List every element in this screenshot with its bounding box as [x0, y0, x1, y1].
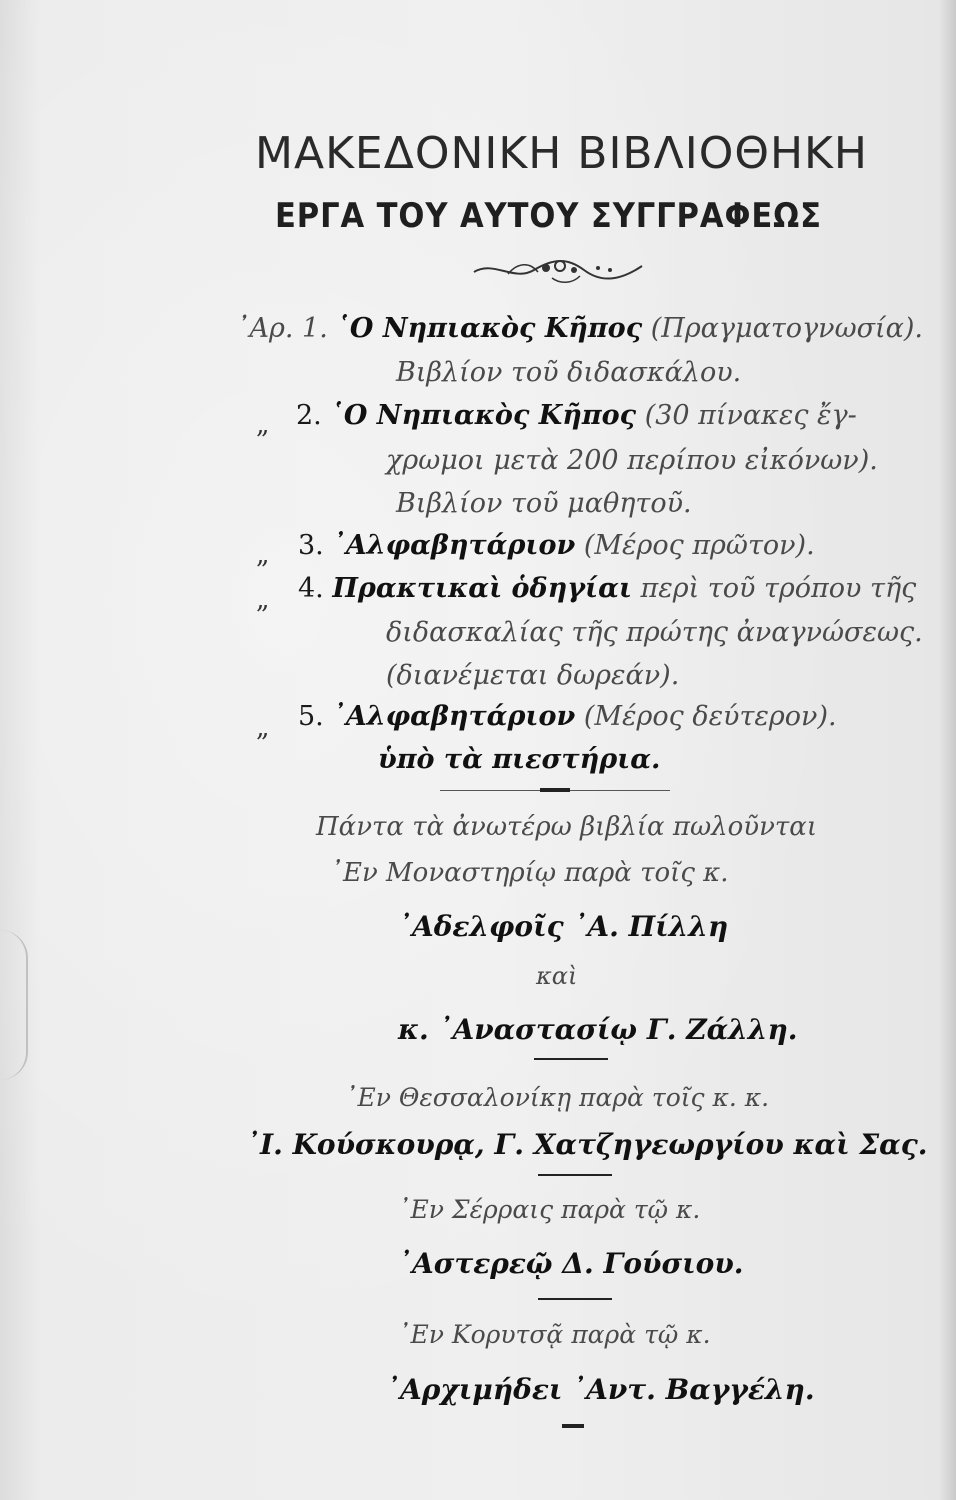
item-3-title: ᾿Αλφαβητάριον: [332, 530, 576, 561]
item-2-number: 2.: [296, 400, 322, 431]
thessaloniki-seller: ᾿Ι. Κούσκουρᾳ, Γ. Χατζηγεωργίου καὶ Σας.: [246, 1128, 928, 1161]
serres-seller: ᾿Αστερεῷ Δ. Γούσιου.: [398, 1247, 744, 1280]
item-1-description: (Πραγματογνωσία).: [650, 313, 923, 344]
item-1-title: ῾Ο Νηπιακὸς Κῆπος: [336, 313, 643, 344]
end-mark: [562, 1424, 584, 1428]
item-4-number: 4.: [298, 573, 324, 604]
work-item-5: [298, 701, 837, 732]
item-1-line-2: Βιβλίον τοῦ διδασκάλου.: [396, 357, 742, 388]
item-2-title: ῾Ο Νηπιακὸς Κῆπος: [330, 400, 637, 431]
item-2-line-3: Βιβλίον τοῦ μαθητοῦ.: [396, 488, 692, 519]
item-5-number: 5.: [298, 701, 324, 732]
korytsa-seller: ᾿Αρχιμήδει ᾿Αντ. Βαγγέλη.: [386, 1373, 815, 1406]
item-2-line-2: χρωμοι μετὰ 200 περίπου εἰκόνων).: [386, 445, 878, 476]
item-3-number: 3.: [298, 530, 324, 561]
item-4-title: Πρακτικαὶ ὁδηγίαι: [332, 573, 632, 604]
binding-edge: [0, 930, 28, 1080]
monastir-seller-2: κ. ᾿Αναστασίῳ Γ. Ζάλλη.: [398, 1013, 798, 1046]
series-title: ΜΑΚΕΔΟΝΙΚΗ ΒΙΒΛΙΟΘΗΚΗ: [255, 128, 868, 179]
ditto-mark: „: [256, 410, 270, 440]
serres-intro: ᾿Εν Σέρραις παρὰ τῷ κ.: [398, 1195, 701, 1224]
divider-mark: [540, 788, 570, 792]
item-5-description: (Μέρος δεύτερον).: [583, 701, 837, 732]
item-1-number: ᾿Αρ. 1.: [236, 313, 328, 344]
item-3-description: (Μέρος πρῶτον).: [583, 530, 815, 561]
monastir-intro: ᾿Εν Μοναστηρίῳ παρὰ τοῖς κ.: [330, 858, 729, 888]
item-5-title: ᾿Αλφαβητάριον: [332, 701, 576, 732]
work-item-2: [296, 400, 857, 431]
item-2-description: (30 πίνακες ἔγ-: [644, 400, 857, 431]
item-5-line-2: ὑπὸ τὰ πιεστήρια.: [378, 744, 661, 775]
page-edge-shadow: [938, 0, 956, 1500]
sales-intro: Πάντα τὰ ἀνωτέρω βιβλία πωλοῦνται: [316, 812, 818, 842]
item-4-line-2: διδασκαλίας τῆς πρώτης ἀναγνώσεως.: [386, 617, 923, 648]
monastir-and: καὶ: [536, 962, 578, 990]
divider: [538, 1298, 612, 1300]
section-heading: ΕΡΓΑ ΤΟΥ ΑΥΤΟΥ ΣΥΓΓΡΑΦΕΩΣ: [275, 196, 822, 236]
work-item-4: [298, 573, 916, 604]
monastir-seller-1: ᾿Αδελφοῖς ᾿Α. Πίλλη: [398, 910, 729, 943]
thessaloniki-intro: ᾿Εν Θεσσαλονίκῃ παρὰ τοῖς κ. κ.: [345, 1083, 770, 1112]
ornament-flourish-icon: [468, 252, 648, 286]
ditto-mark: „: [256, 585, 270, 615]
divider: [534, 1058, 608, 1060]
item-4-description: περὶ τοῦ τρόπου τῆς: [640, 573, 917, 604]
ditto-mark: „: [256, 540, 270, 570]
korytsa-intro: ᾿Εν Κορυτσᾷ παρὰ τῷ κ.: [398, 1320, 711, 1349]
ditto-mark: „: [256, 713, 270, 743]
divider: [538, 1174, 612, 1176]
item-4-line-3: (διανέμεται δωρεάν).: [386, 660, 680, 691]
work-item-1: [236, 313, 923, 344]
work-item-3: [298, 530, 815, 561]
